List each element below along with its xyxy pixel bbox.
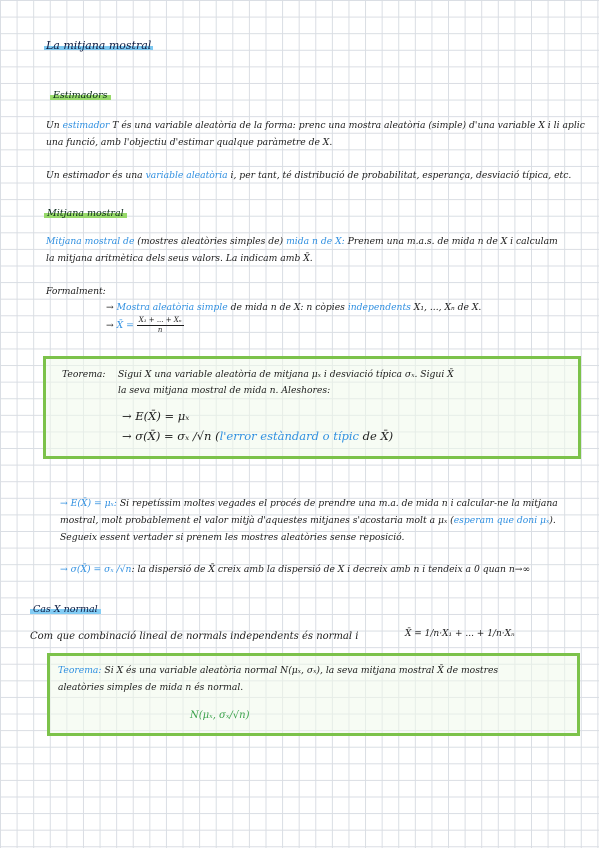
estimador-definition-line2: una funció, amb l'objectiu d'estimar qualque paràmetre de X. bbox=[46, 137, 333, 148]
teorema1-line1: Sigui X una variable aleatòria de mitjana μₓ i desviació típica σₓ. Sigui X̄ bbox=[118, 369, 454, 380]
teorema-box-2 bbox=[47, 653, 580, 736]
section-heading-cas-normal: Cas X normal bbox=[30, 597, 101, 616]
estimador-note: Un estimador és una variable aleatòria i, per tant, té distribució de probabilitat, esperança, desviació típica, etc. bbox=[46, 170, 572, 181]
teorema1-expectation: → E(X̄) = μₓ bbox=[122, 409, 190, 423]
mitjana-definition-line2: la mitjana aritmètica dels seus valors. La indicam amb X̄. bbox=[46, 253, 313, 264]
note-expectation-line1: → E(X̄) = μₓ: Si repetíssim moltes vegades el procés de prendre una m.a. de mida n i calcular-ne la mitjana bbox=[60, 498, 558, 509]
teorema-label: Teorema: bbox=[62, 369, 106, 380]
term-estimador: estimador bbox=[62, 120, 110, 131]
mitjana-definition-line1: Mitjana mostral de (mostres aleatòries simples de) mida n de X: Prenem una m.a.s. de mida n de X i calculam bbox=[46, 236, 558, 247]
estimador-definition-line1: Un estimador T és una variable aleatòria de la forma: prenc una mostra aleatòria (simple) d'una variable X i li aplic bbox=[46, 120, 585, 131]
combinacio-text: Com que combinació lineal de normals independents és normal i bbox=[30, 631, 359, 642]
note-expectation-line3: Segueix essent vertader si prenem les mostres aleatòries sense reposició. bbox=[60, 532, 405, 543]
term-esperam: esperam que doni μₓ bbox=[453, 515, 550, 526]
term-mitjana-mostral: Mitjana mostral de bbox=[46, 236, 135, 247]
term-error-estandard: l'error estàndard o típic bbox=[219, 429, 359, 443]
term-variable-aleatoria: variable aleatòria bbox=[145, 170, 228, 181]
page-title: La mitjana mostral bbox=[46, 39, 152, 52]
teorema2-result: N(μₓ, σₓ/√n) bbox=[190, 710, 250, 721]
teorema1-std: → σ(X̄) = σₓ /√n (l'error estàndard o típic de X̄) bbox=[122, 429, 394, 443]
formalment-item-mostra: → Mostra aleatòria simple de mida n de X: n còpies independents X₁, ..., Xₙ de X. bbox=[106, 302, 482, 313]
term-independents: independents bbox=[347, 302, 411, 313]
teorema1-line2: la seva mitjana mostral de mida n. Aleshores: bbox=[118, 385, 331, 396]
formalment-item-formula: → X̄ = $\frac{\text{X₁ + ... + Xₙ}}{n}$ bbox=[106, 316, 182, 334]
teorema2-line2: aleatòries simples de mida n és normal. bbox=[58, 682, 244, 693]
section-heading-estimadors: Estimadors bbox=[50, 83, 111, 102]
formalment-label: Formalment: bbox=[46, 286, 106, 297]
teorema2-label: Teorema: bbox=[58, 665, 102, 676]
teorema2-line1-wrap: Teorema: Si X és una variable aleatòria normal N(μₓ, σₓ), la seva mitjana mostral X̄ de mostres bbox=[58, 665, 499, 676]
teorema-box-1 bbox=[43, 356, 581, 459]
combinacio-equation: X̄ = 1/n·X₁ + ... + 1/n·Xₙ bbox=[405, 629, 515, 639]
note-std: → σ(X̄) = σₓ /√n: la dispersió de X̄ creix amb la dispersió de X i decreix amb n i tendeix a 0 quan n→∞ bbox=[60, 564, 531, 575]
term-mida-n: mida n de X: bbox=[286, 236, 345, 247]
fraction: $\frac{\text{X₁ + ... + Xₙ}}{n}$ bbox=[138, 316, 182, 334]
term-mostra-aleatoria-simple: Mostra aleatòria simple bbox=[116, 302, 228, 313]
section-heading-mitjana-mostral: Mitjana mostral bbox=[44, 201, 127, 220]
note-expectation-line2: mostral, molt probablement el valor mitjà d'aquestes mitjanes s'acostaria molt a μₓ (esperam que doni μₓ). bbox=[60, 515, 556, 526]
